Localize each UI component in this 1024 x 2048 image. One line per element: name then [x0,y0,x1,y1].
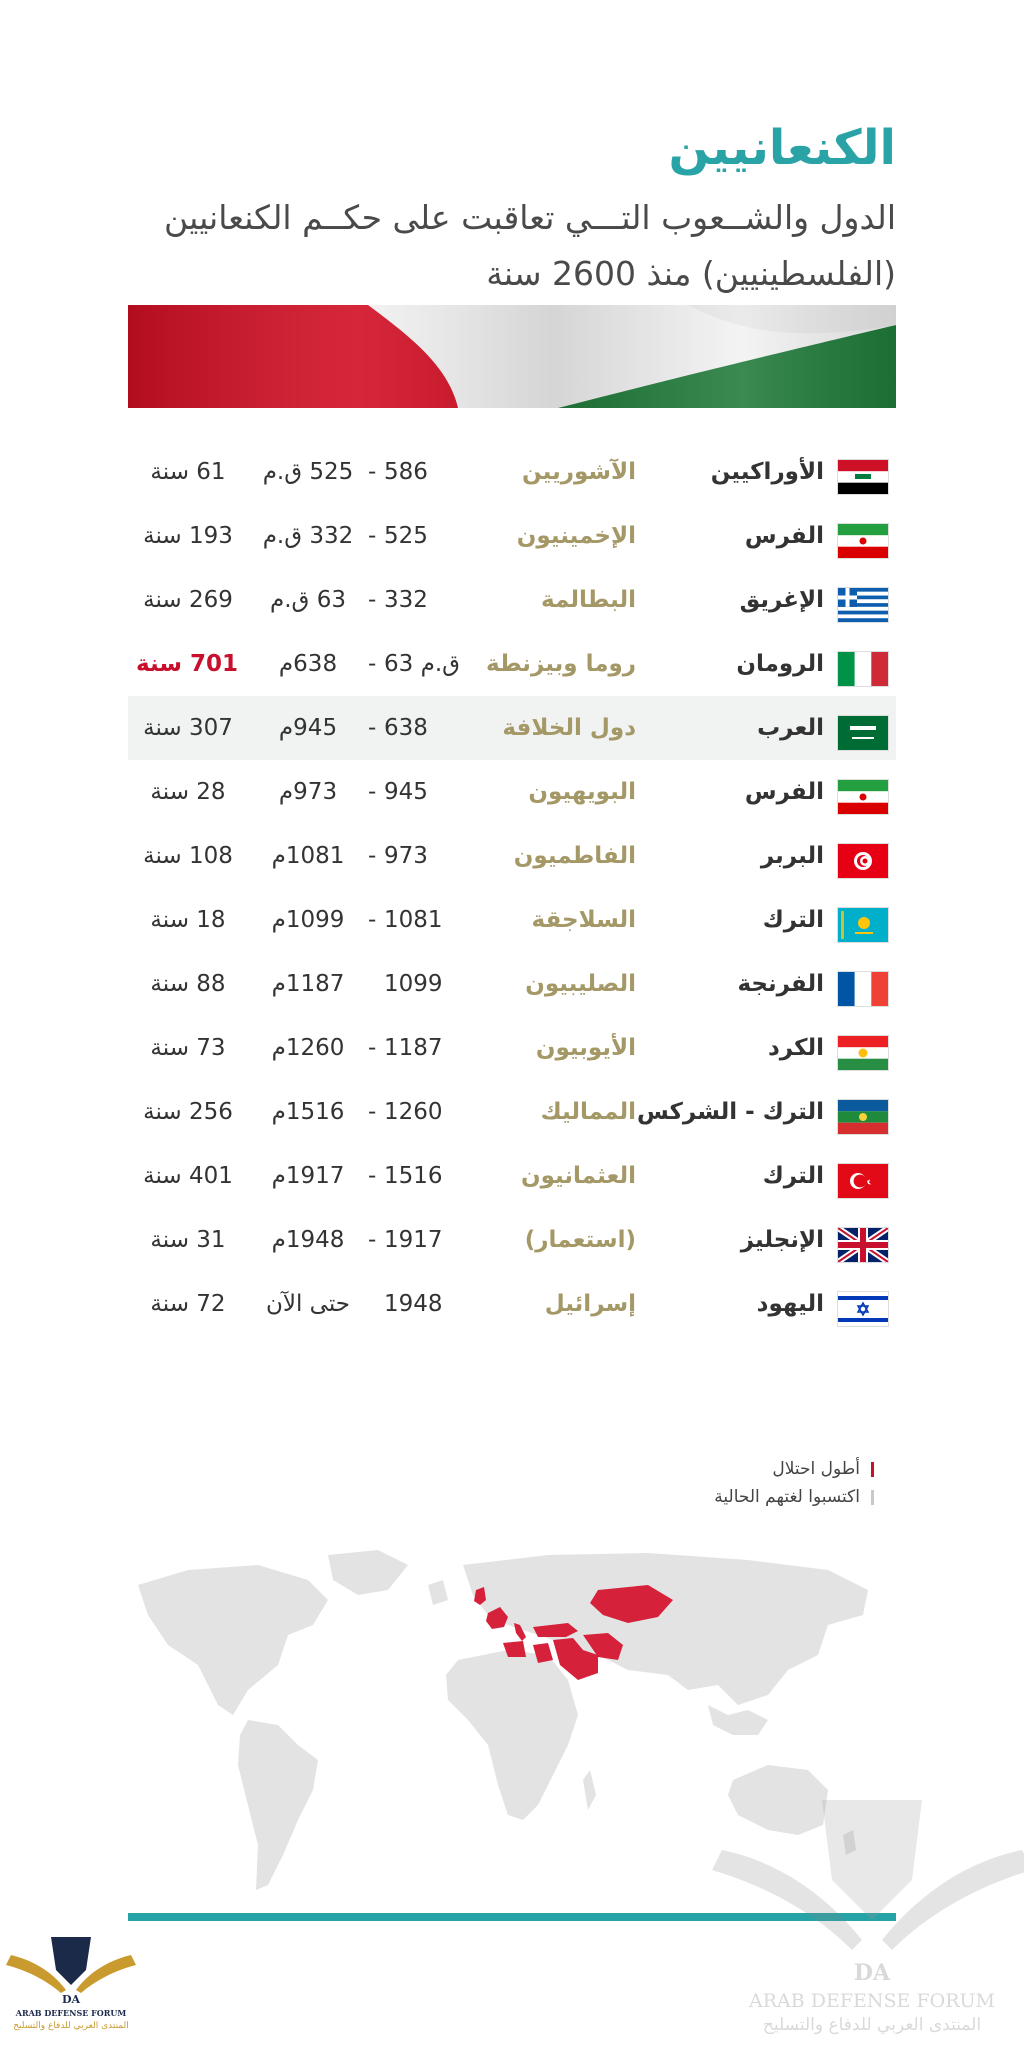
row-dash: - [368,715,377,741]
legend-item-language [714,1483,874,1511]
watermark-abbr-large: DA [853,1960,891,1986]
row-start-year: 332 [384,587,428,613]
table-row [128,1080,896,1144]
row-people: الفرنجة [737,971,824,997]
row-duration: 701 سنة [136,651,238,677]
row-people: الإنجليز [740,1227,824,1253]
row-start-year: 1917 [384,1227,443,1253]
table-row [128,1272,896,1336]
table-row [128,696,896,760]
map-legend [714,1455,874,1511]
row-dash: - [368,907,377,933]
row-duration: 256 سنة [143,1099,233,1125]
row-dash: - [368,779,377,805]
row-dynasty: (استعمار) [524,1227,636,1253]
row-dash: - [368,843,377,869]
row-duration: 61 سنة [150,459,226,485]
row-dash: - [368,1099,377,1125]
row-end-year: 1187م [271,971,345,997]
row-dynasty: دول الخلافة [502,715,636,741]
row-dynasty: المماليك [540,1099,636,1125]
row-start-year: 1099 [384,971,443,997]
tunisia-flag-icon [838,844,888,878]
row-start-year: 1187 [384,1035,443,1061]
row-duration: 73 سنة [150,1035,226,1061]
turkey-flag-icon [838,1164,888,1198]
row-start-year: 586 [384,459,428,485]
row-dynasty: البويهيون [528,779,636,805]
kurdistan-flag-icon [838,1036,888,1070]
row-dash: - [368,1227,377,1253]
table-row [128,440,896,504]
row-dash: - [368,459,377,485]
row-dynasty: إسرائيل [544,1291,636,1317]
row-dynasty: البطالمة [541,587,636,613]
row-duration: 72 سنة [150,1291,226,1317]
row-people: البربر [760,843,824,869]
row-dynasty: الأيوبيون [535,1035,636,1061]
row-end-year: 945م [278,715,338,741]
row-people: الأوراكيين [710,459,824,485]
row-duration: 28 سنة [150,779,226,805]
row-end-year: 1260م [271,1035,345,1061]
row-end-year: 332 ق.م [262,523,354,549]
rulers-table [128,440,896,1336]
kazakhstan-flag-icon [838,908,888,942]
row-dynasty: الصليبيون [525,971,636,997]
row-people: الفرس [744,523,824,549]
row-duration: 307 سنة [143,715,233,741]
row-duration: 401 سنة [143,1163,233,1189]
watermark-logo-small [6,1935,136,2045]
row-start-year: 945 [384,779,428,805]
shield-wings-icon [6,1935,136,1995]
row-start-year: 1948 [384,1291,443,1317]
legend-red-mark [871,1462,874,1477]
row-start-year: 63 ق.م [384,651,460,677]
row-dash: - [368,1163,377,1189]
row-duration: 108 سنة [143,843,233,869]
row-end-year: 1099م [271,907,345,933]
watermark-logo-large [712,1790,1024,2040]
row-start-year: 638 [384,715,428,741]
shield-wings-icon [712,1790,1024,1970]
row-duration: 193 سنة [143,523,233,549]
row-people: العرب [757,715,824,741]
row-start-year: 1260 [384,1099,443,1125]
row-people: الترك - الشركس [637,1099,824,1125]
row-start-year: 525 [384,523,428,549]
table-row [128,760,896,824]
row-people: الإغريق [739,587,824,613]
watermark-name-en-large: ARAB DEFENSE FORUM [749,1990,995,2012]
legend-longest-label: أطول احتلال [772,1459,860,1479]
row-end-year: 1948م [271,1227,345,1253]
row-dynasty: السلاجقة [531,907,636,933]
table-row [128,632,896,696]
watermark-name-en-small: ARAB DEFENSE FORUM [15,2008,127,2018]
row-people: الرومان [736,651,824,677]
row-end-year: 1516م [271,1099,345,1125]
row-dash: - [368,587,377,613]
france-flag-icon [838,972,888,1006]
row-duration: 269 سنة [143,587,233,613]
row-people: الفرس [744,779,824,805]
legend-language-label: اكتسبوا لغتهم الحالية [714,1487,860,1507]
greece-flag-icon [838,588,888,622]
table-row [128,824,896,888]
table-row [128,1144,896,1208]
iran-flag-icon [838,524,888,558]
row-duration: 88 سنة [150,971,226,997]
row-people: اليهود [756,1291,824,1317]
row-people: الكرد [767,1035,824,1061]
italy-flag-icon [838,652,888,686]
page-subtitle: الدول والشــعوب التـــي تعاقبت على حكــم الكنعانيين (الفلسطينيين) منذ 2600 سنة [164,198,896,293]
row-start-year: 973 [384,843,428,869]
row-end-year: 638م [278,651,338,677]
row-end-year: حتى الآن [265,1291,351,1317]
iraq-flag-icon [838,460,888,494]
row-start-year: 1081 [384,907,443,933]
table-row [128,1208,896,1272]
row-dash: - [368,1035,377,1061]
watermark-name-ar-small: المنتدى العربي للدفاع والتسليح [13,2021,129,2031]
row-people: الترك [762,907,824,933]
row-duration: 18 سنة [150,907,226,933]
row-dash: - [368,651,377,677]
table-row [128,888,896,952]
row-end-year: 1081م [271,843,345,869]
table-row [128,952,896,1016]
legend-grey-mark [871,1490,874,1505]
saudi-flag-icon [838,716,888,750]
row-people: الترك [762,1163,824,1189]
row-dynasty: العثمانيون [520,1163,636,1189]
row-duration: 31 سنة [150,1227,226,1253]
row-end-year: 63 ق.م [270,587,346,613]
row-end-year: 973م [278,779,338,805]
table-row [128,504,896,568]
row-end-year: 1917م [271,1163,345,1189]
table-row [128,1016,896,1080]
page-title: الكنعانيين [668,120,896,176]
row-end-year: 525 ق.م [262,459,354,485]
table-row [128,568,896,632]
row-start-year: 1516 [384,1163,443,1189]
row-dynasty: الإخمينيون [516,523,636,549]
row-dynasty: الفاطميون [513,843,636,869]
palestine-flag-banner [128,305,896,408]
circassia-flag-icon [838,1100,888,1134]
row-dash: - [368,523,377,549]
israel-flag-icon [838,1292,888,1326]
row-dynasty: الآشوريين [521,459,636,485]
row-dynasty: روما وبيزنطة [485,651,636,677]
watermark-name-ar-large: المنتدى العربي للدفاع والتسليح [762,2015,982,2035]
legend-item-longest [714,1455,874,1483]
uk-flag-icon [838,1228,888,1262]
iran-flag-icon [838,780,888,814]
watermark-abbr-small: DA [61,1993,81,2006]
